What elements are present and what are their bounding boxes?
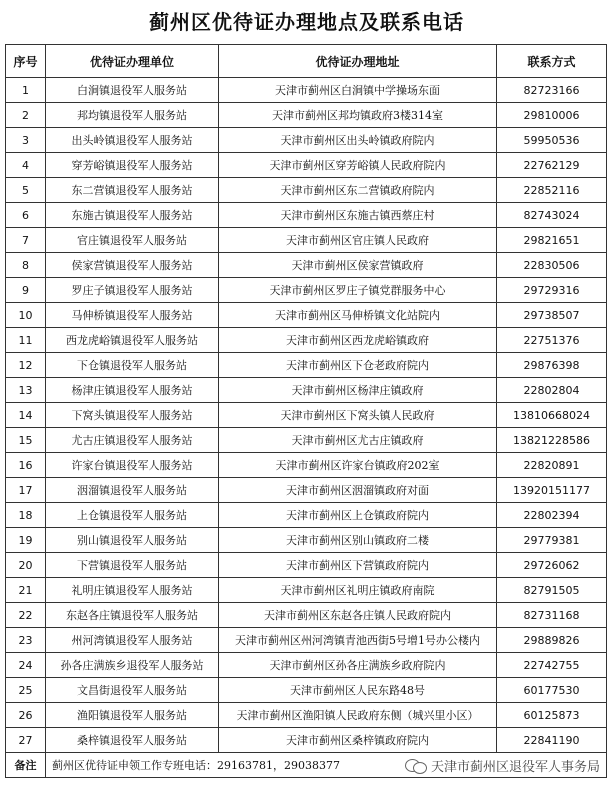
header-address: 优待证办理地址: [219, 45, 497, 78]
table-row: [6, 378, 607, 403]
table-row: [6, 628, 607, 653]
table-row: [6, 703, 607, 728]
row-address: 天津市蓟州区白涧镇中学操场东面: [219, 78, 497, 103]
row-phone: 22830506: [497, 253, 607, 278]
table-row: [6, 153, 607, 178]
row-address: 天津市蓟州区尤古庄镇政府: [219, 428, 497, 453]
table-row: [6, 328, 607, 353]
note-text: 蓟州区优待证申领工作专班电话：29163781，29038377: [52, 759, 340, 772]
note-row: [6, 753, 607, 778]
row-unit: 别山镇退役军人服务站: [46, 528, 219, 553]
office-table: [5, 44, 607, 778]
row-unit: 西龙虎峪镇退役军人服务站: [46, 328, 219, 353]
table-row: [6, 303, 607, 328]
row-phone: 82723166: [497, 78, 607, 103]
table-row: [6, 403, 607, 428]
row-index: 11: [6, 328, 46, 353]
row-index: 10: [6, 303, 46, 328]
row-address: 天津市蓟州区礼明庄镇政府南院: [219, 578, 497, 603]
row-unit: 下窝头镇退役军人服务站: [46, 403, 219, 428]
row-phone: 13810668024: [497, 403, 607, 428]
row-index: 14: [6, 403, 46, 428]
row-phone: 22762129: [497, 153, 607, 178]
row-unit: 东施古镇退役军人服务站: [46, 203, 219, 228]
row-address: 天津市蓟州区西龙虎峪镇政府: [219, 328, 497, 353]
row-index: 4: [6, 153, 46, 178]
row-index: 5: [6, 178, 46, 203]
row-index: 23: [6, 628, 46, 653]
row-index: 1: [6, 78, 46, 103]
row-unit: 杨津庄镇退役军人服务站: [46, 378, 219, 403]
row-index: 9: [6, 278, 46, 303]
table-row: [6, 553, 607, 578]
row-address: 天津市蓟州区侯家营镇政府: [219, 253, 497, 278]
row-unit: 马伸桥镇退役军人服务站: [46, 303, 219, 328]
header-index: 序号: [6, 45, 46, 78]
watermark-text: 天津市蓟州区退役军人事务局: [430, 759, 600, 775]
header-unit: 优待证办理单位: [46, 45, 219, 78]
row-index: 19: [6, 528, 46, 553]
row-unit: 侯家营镇退役军人服务站: [46, 253, 219, 278]
table-row: [6, 428, 607, 453]
row-unit: 邦均镇退役军人服务站: [46, 103, 219, 128]
header-phone: 联系方式: [497, 45, 607, 78]
row-address: 天津市蓟州区州河湾镇青池西街5号增1号办公楼内: [219, 628, 497, 653]
table-row: [6, 503, 607, 528]
row-address: 天津市蓟州区洇溜镇政府对面: [219, 478, 497, 503]
row-index: 18: [6, 503, 46, 528]
row-phone: 29821651: [497, 228, 607, 253]
row-unit: 州河湾镇退役军人服务站: [46, 628, 219, 653]
table-row: [6, 178, 607, 203]
row-index: 27: [6, 728, 46, 753]
row-address: 天津市蓟州区下营镇政府院内: [219, 553, 497, 578]
table-row: [6, 78, 607, 103]
table-row: [6, 678, 607, 703]
row-address: 天津市蓟州区下仓老政府院内: [219, 353, 497, 378]
row-address: 天津市蓟州区东施古镇西蔡庄村: [219, 203, 497, 228]
wechat-icon: [405, 757, 427, 773]
table-row: [6, 278, 607, 303]
row-address: 天津市蓟州区渔阳镇人民政府东侧（城兴里小区）: [219, 703, 497, 728]
row-address: 天津市蓟州区许家台镇政府202室: [219, 453, 497, 478]
row-unit: 白涧镇退役军人服务站: [46, 78, 219, 103]
row-address: 天津市蓟州区别山镇政府二楼: [219, 528, 497, 553]
table-row: [6, 253, 607, 278]
row-unit: 许家台镇退役军人服务站: [46, 453, 219, 478]
table-header-row: [6, 45, 607, 78]
table-row: [6, 453, 607, 478]
row-index: 13: [6, 378, 46, 403]
row-unit: 出头岭镇退役军人服务站: [46, 128, 219, 153]
row-unit: 孙各庄满族乡退役军人服务站: [46, 653, 219, 678]
row-address: 天津市蓟州区杨津庄镇政府: [219, 378, 497, 403]
row-index: 12: [6, 353, 46, 378]
row-index: 21: [6, 578, 46, 603]
row-index: 25: [6, 678, 46, 703]
table-row: [6, 728, 607, 753]
row-address: 天津市蓟州区罗庄子镇党群服务中心: [219, 278, 497, 303]
row-address: 天津市蓟州区出头岭镇政府院内: [219, 128, 497, 153]
row-unit: 东赵各庄镇退役军人服务站: [46, 603, 219, 628]
row-address: 天津市蓟州区东赵各庄镇人民政府院内: [219, 603, 497, 628]
row-unit: 桑梓镇退役军人服务站: [46, 728, 219, 753]
row-phone: 60125873: [497, 703, 607, 728]
row-unit: 渔阳镇退役军人服务站: [46, 703, 219, 728]
table-row: [6, 653, 607, 678]
row-index: 8: [6, 253, 46, 278]
table-row: [6, 478, 607, 503]
row-unit: 尤古庄镇退役军人服务站: [46, 428, 219, 453]
row-index: 7: [6, 228, 46, 253]
row-phone: 29810006: [497, 103, 607, 128]
row-address: 天津市蓟州区上仓镇政府院内: [219, 503, 497, 528]
row-address: 天津市蓟州区马伸桥镇文化站院内: [219, 303, 497, 328]
row-address: 天津市蓟州区东二营镇政府院内: [219, 178, 497, 203]
row-phone: 22742755: [497, 653, 607, 678]
row-unit: 礼明庄镇退役军人服务站: [46, 578, 219, 603]
row-phone: 82791505: [497, 578, 607, 603]
row-phone: 22820891: [497, 453, 607, 478]
row-phone: 60177530: [497, 678, 607, 703]
row-index: 24: [6, 653, 46, 678]
row-unit: 穿芳峪镇退役军人服务站: [46, 153, 219, 178]
row-phone: 22802394: [497, 503, 607, 528]
row-phone: 13821228586: [497, 428, 607, 453]
row-unit: 东二营镇退役军人服务站: [46, 178, 219, 203]
row-index: 15: [6, 428, 46, 453]
table-row: [6, 228, 607, 253]
row-phone: 82731168: [497, 603, 607, 628]
table-body: [6, 78, 607, 753]
table-row: [6, 203, 607, 228]
table-row: [6, 128, 607, 153]
row-unit: 官庄镇退役军人服务站: [46, 228, 219, 253]
row-phone: 29738507: [497, 303, 607, 328]
row-index: 6: [6, 203, 46, 228]
table-row: [6, 603, 607, 628]
row-phone: 59950536: [497, 128, 607, 153]
row-index: 22: [6, 603, 46, 628]
row-phone: 29729316: [497, 278, 607, 303]
row-address: 天津市蓟州区官庄镇人民政府: [219, 228, 497, 253]
row-unit: 洇溜镇退役军人服务站: [46, 478, 219, 503]
row-address: 天津市蓟州区下窝头镇人民政府: [219, 403, 497, 428]
row-phone: 29876398: [497, 353, 607, 378]
row-phone: 82743024: [497, 203, 607, 228]
row-phone: 22802804: [497, 378, 607, 403]
row-phone: 22751376: [497, 328, 607, 353]
row-unit: 文昌街退役军人服务站: [46, 678, 219, 703]
note-cell: [46, 753, 607, 778]
row-phone: 29779381: [497, 528, 607, 553]
row-phone: 22852116: [497, 178, 607, 203]
row-index: 3: [6, 128, 46, 153]
row-unit: 上仓镇退役军人服务站: [46, 503, 219, 528]
row-index: 2: [6, 103, 46, 128]
row-index: 17: [6, 478, 46, 503]
row-address: 天津市蓟州区邦均镇政府3楼314室: [219, 103, 497, 128]
page-title: 蓟州区优待证办理地点及联系电话: [149, 9, 464, 34]
watermark: [405, 753, 600, 777]
table-row: [6, 103, 607, 128]
note-label: 备注: [6, 753, 46, 778]
row-address: 天津市蓟州区穿芳峪镇人民政府院内: [219, 153, 497, 178]
row-phone: 13920151177: [497, 478, 607, 503]
row-address: 天津市蓟州区孙各庄满族乡政府院内: [219, 653, 497, 678]
row-address: 天津市蓟州区桑梓镇政府院内: [219, 728, 497, 753]
row-index: 20: [6, 553, 46, 578]
table-row: [6, 578, 607, 603]
row-phone: 22841190: [497, 728, 607, 753]
table-row: [6, 353, 607, 378]
row-index: 26: [6, 703, 46, 728]
row-index: 16: [6, 453, 46, 478]
row-address: 天津市蓟州区人民东路48号: [219, 678, 497, 703]
row-unit: 下营镇退役军人服务站: [46, 553, 219, 578]
row-unit: 下仓镇退役军人服务站: [46, 353, 219, 378]
row-unit: 罗庄子镇退役军人服务站: [46, 278, 219, 303]
row-phone: 29889826: [497, 628, 607, 653]
row-phone: 29726062: [497, 553, 607, 578]
table-row: [6, 528, 607, 553]
